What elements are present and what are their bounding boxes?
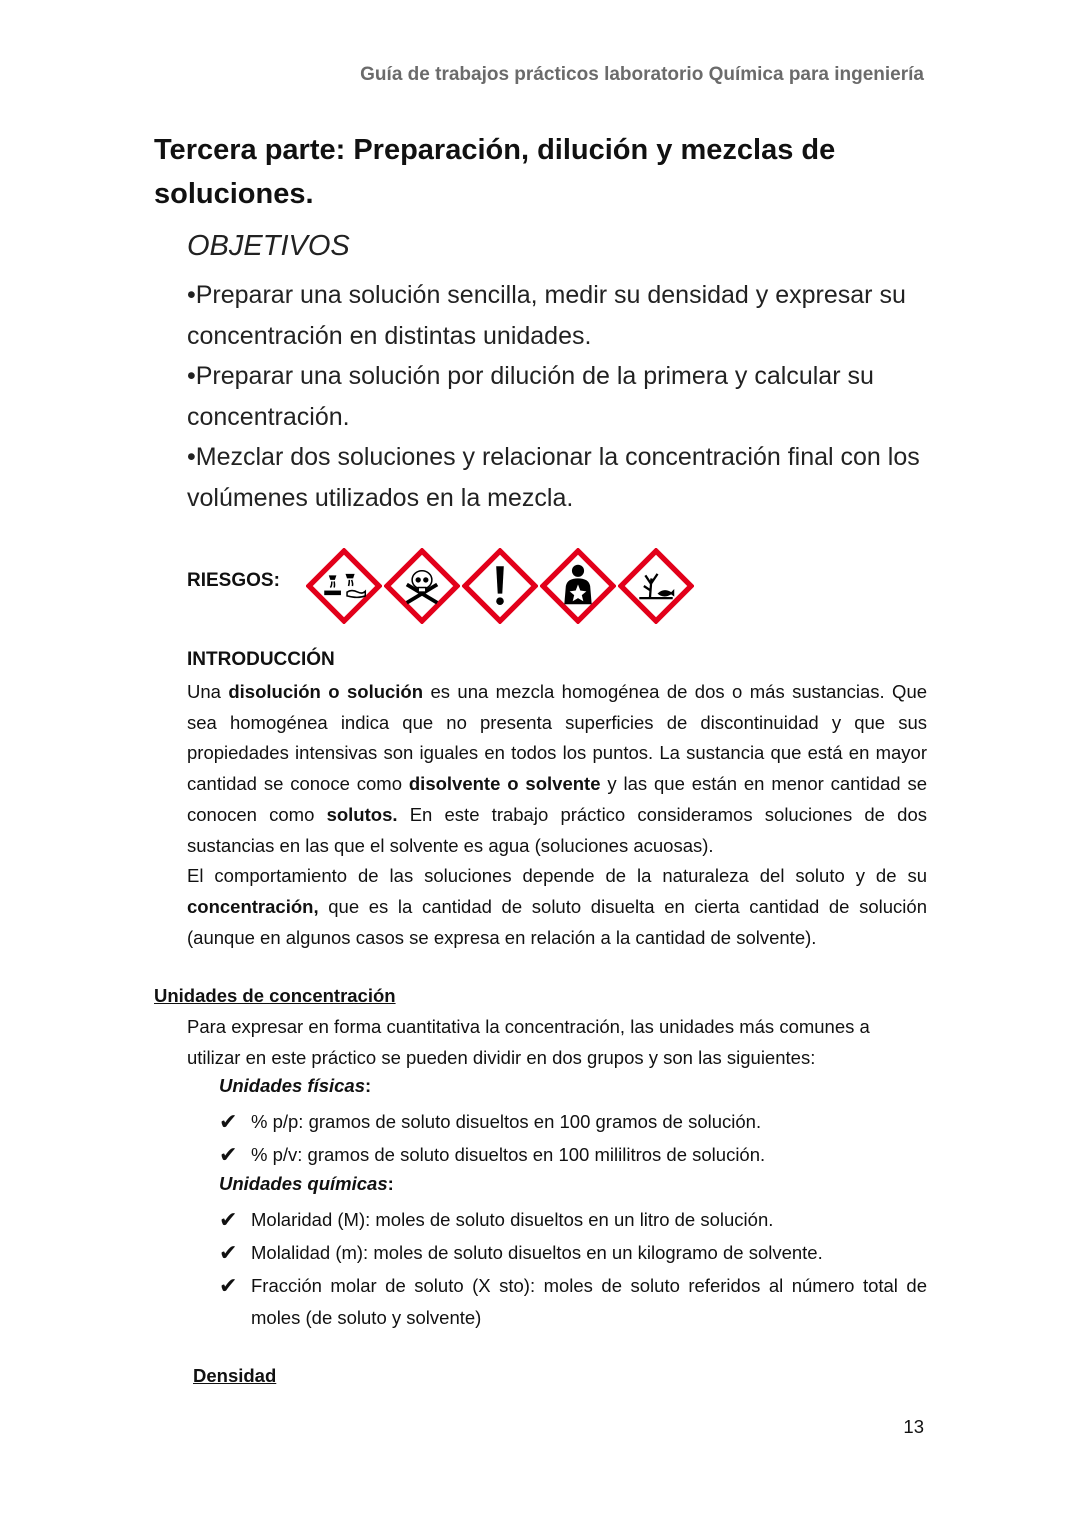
riesgos-label: RIESGOS: xyxy=(187,570,280,591)
list-item xyxy=(219,1106,927,1138)
colon: : xyxy=(365,1075,372,1096)
unidades-intro: Para expresar en forma cuantitativa la concentración, las unidades más comunes a utilizar en este práctico se pueden dividir en dos grupos y son las siguientes: xyxy=(187,1016,870,1068)
objetivo-item: •Preparar una solución sencilla, medir su densidad y expresar su concentración en distintas unidades. xyxy=(187,281,906,350)
text-run: Una xyxy=(187,681,229,702)
bold-term: disolvente o solvente xyxy=(408,773,601,795)
checkmark-icon: ✔ xyxy=(219,1142,238,1167)
objetivo-item: •Mezclar dos soluciones y relacionar la concentración final con los volúmenes utilizados en la mezcla. xyxy=(187,443,920,512)
environment-icon xyxy=(618,548,694,624)
list-item-text: % p/p: gramos de soluto disueltos en 100 gramos de solución. xyxy=(251,1111,762,1132)
list-item xyxy=(219,1204,927,1236)
unidades-heading: Unidades de concentración xyxy=(154,985,396,1006)
list-item-text: Fracción molar de soluto (X sto): moles de soluto referidos al número total de moles (de soluto y solvente) xyxy=(251,1275,927,1328)
group-heading-text: Unidades físicas xyxy=(219,1075,366,1096)
page-header: Guía de trabajos prácticos laboratorio Química para ingeniería xyxy=(360,64,924,85)
skull-crossbones-icon xyxy=(384,548,460,624)
objetivo-item: •Preparar una solución por dilución de la primera y calcular su concentración. xyxy=(187,362,874,431)
list-item xyxy=(219,1237,927,1269)
section-title: Tercera parte: Preparación, dilución y mezclas de soluciones. xyxy=(154,134,836,210)
bold-term: concentración, xyxy=(187,895,319,917)
bold-term: solutos. xyxy=(326,803,398,825)
objetivos-list xyxy=(187,275,932,518)
list-item-text: Molalidad (m): moles de soluto disueltos en un kilogramo de solvente. xyxy=(251,1242,823,1263)
intro-paragraph xyxy=(187,677,927,861)
densidad-heading: Densidad xyxy=(193,1365,277,1386)
hazard-pictograms xyxy=(306,548,694,624)
group-heading-text: Unidades químicas xyxy=(219,1173,388,1194)
checkmark-icon: ✔ xyxy=(219,1273,238,1298)
text-run: En este trabajo práctico consideramos soluciones de dos sustancias en las que el solvente es agua (soluciones acuosas). xyxy=(187,803,927,856)
colon: : xyxy=(387,1173,394,1194)
text-run: que es la cantidad de soluto disuelta en cierta cantidad de solución (aunque en algunos casos se expresa en relación a la cantidad de solvente). xyxy=(187,895,927,948)
objetivos-heading: OBJETIVOS xyxy=(187,230,350,262)
corrosive-icon xyxy=(306,548,382,624)
unidades-quimicas-heading xyxy=(219,1173,394,1195)
health-hazard-icon xyxy=(540,548,616,624)
list-item xyxy=(219,1139,927,1171)
text-run: es una mezcla homogénea de dos o más sustancias. Que sea homogénea indica que no presenta superficies de discontinuidad y que sus propiedades intensivas son iguales en todos los puntos. La sustancia que está en mayor cantidad se conoce como xyxy=(187,681,928,795)
list-item-text: Molaridad (M): moles de soluto disueltos en un litro de solución. xyxy=(251,1209,774,1230)
page-number: 13 xyxy=(903,1416,924,1437)
checkmark-icon: ✔ xyxy=(219,1240,238,1265)
exclamation-icon xyxy=(462,548,538,624)
checkmark-icon: ✔ xyxy=(219,1207,238,1232)
text-run: El comportamiento de las soluciones depende de la naturaleza del soluto y de su xyxy=(187,865,927,887)
checkmark-icon: ✔ xyxy=(219,1109,238,1134)
unidades-fisicas-heading xyxy=(219,1075,371,1097)
intro-paragraph xyxy=(187,861,927,953)
list-item xyxy=(219,1270,927,1333)
introduccion-heading: INTRODUCCIÓN xyxy=(187,649,335,670)
bold-term: disolución o solución xyxy=(228,681,424,702)
list-item-text: % p/v: gramos de soluto disueltos en 100 mililitros de solución. xyxy=(251,1144,766,1165)
introduccion-body xyxy=(187,677,927,953)
text-run: y las que están en menor cantidad se conocen como xyxy=(187,773,927,825)
